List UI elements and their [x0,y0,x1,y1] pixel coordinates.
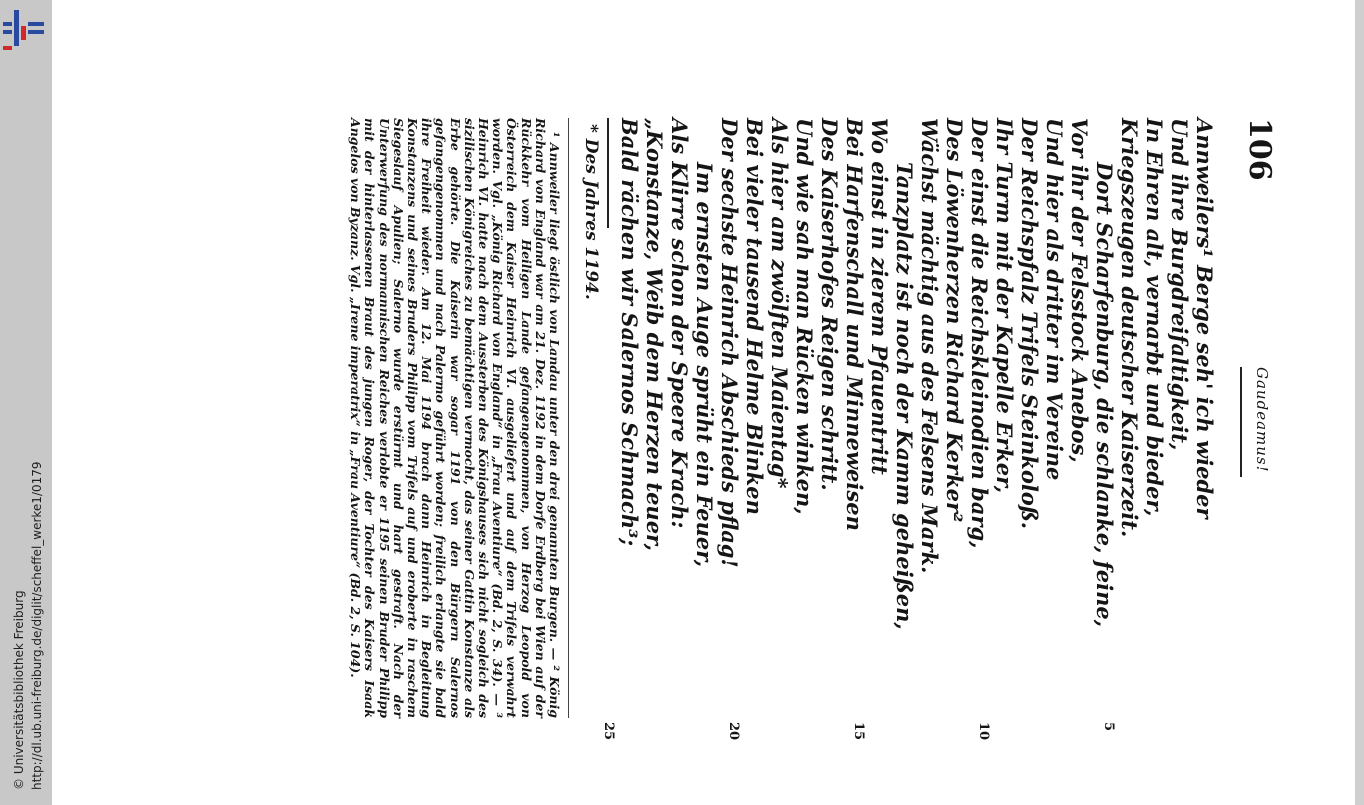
verse-line: Bei vieler tausend Helme Blinken [742,118,767,515]
footnotes [348,118,561,718]
verse-line: Der Reichspfalz Trifels Steinkoloß. [1017,118,1042,530]
university-logo-icon[interactable] [3,6,45,50]
page-edge [1355,0,1364,805]
verse-line: Als hier am zwölften Maientag* [767,118,792,489]
verse-line: Des Löwenherzen Richard Kerker² [942,118,967,523]
line-number: 5 [1101,722,1116,732]
verse-line: Vor ihr der Felsstock Anebos, [1067,118,1092,463]
verse-line: Annweilers¹ Berge seh' ich wieder [1192,118,1217,519]
star-footnote: * Des Jahres 1194. [581,124,601,300]
page-number: 106 [1242,118,1277,181]
scan-area [52,0,1355,805]
line-number: 20 [726,722,741,741]
running-head: Gaudeamus! [1253,367,1271,473]
viewer-sidebar [0,0,52,805]
verse-line: Tanzplatz ist noch der Kamm geheißen, [892,162,917,630]
verse-line: Als Klirre schon der Speere Krach: [667,118,692,529]
verse-line: In Ehren alt, vernarbt und bieder, [1142,118,1167,517]
verse-line: „Konstanze, Weib dem Herzen teuer, [642,118,667,551]
poem-text [617,118,1217,718]
verse-line: Kriegszeugen deutscher Kaiserzeit. [1117,118,1142,538]
line-number: 10 [976,722,991,741]
verse-line: Und wie sah man Rücken winken, [792,118,817,515]
verse-line: Bei Harfenschall und Minneweisen [842,118,867,531]
verse-line: Der sechste Heinrich Abschieds pflag! [717,118,742,568]
scanned-page [202,92,1277,741]
verse-line: Der einst die Reichskleinodien barg, [967,118,992,549]
verse-line: Und ihre Burgdreifaltigkeit, [1167,118,1192,451]
line-number: 15 [851,722,866,741]
verse-line: Wächst mächtig aus des Felsens Mark. [917,118,942,574]
footnote-divider [568,118,569,718]
document-url[interactable]: http://dl.ub.uni-freiburg.de/diglit/scheffel_werke1/0179 [30,461,44,790]
footnote-text: ¹ Annweiler liegt östlich von Landau unter den drei genannten Burgen. — ² König Richard von England war am 21. Dez. 1192 in dem Dorfe Erdberg bei Wien auf der Rückkehr vom Heiligen Lande gefangengenommen, von Herzog Leopold von Österreich dem Kaiser Heinrich VI. ausgeliefert und auf dem Trifels verwahrt worden. Vgl. „König Richard von England“ in „Frau Aventiure“ (Bd. 2, S. 34). — ³ Heinrich VI. hatte nach dem Aussterben des Königshauses sich nicht sogleich des sizilischen Königreiches zu bemächtigen vermocht, das seiner Gattin Konstanze als Erbe gehörte. Die Kaiserin war sogar 1191 von den Bürgern Salernos gefangengenommen und nach Palermo geführt worden; freilich erlangte sie bald ihre Freiheit wieder. Am 12. Mai 1194 brach dann Heinrich in Begleitung Konstanzens und seines Bruders Philipp vom Trifels auf und eroberte in raschem Siegeslauf Apulien; Salerno wurde erstürmt und hart gestraft. Nach der Unterwerfung des normannischen Reiches verlobte er 1195 seinen Bruder Philipp mit der hinterlassenen Braut des jungen Roger, der Tochter des Kaisers Isaak Angelos von Byzanz. Vgl. „Irene imperatrix“ in „Frau Aventiure“ (Bd. 2, S. 104). [348,118,562,718]
head-rule [1240,367,1242,477]
footnote-rule [607,118,609,228]
line-number: 25 [601,722,616,741]
copyright-notice: © Universitätsbibliothek Freiburg [12,590,26,790]
verse-line: Des Kaiserhofes Reigen schritt. [817,118,842,491]
verse-line: Wo einst in zierem Pfauentritt [867,118,892,475]
verse-line: Ihr Turm mit der Kapelle Erker, [992,118,1017,494]
verse-line: Dort Scharfenburg, die schlanke, feine, [1092,162,1117,628]
verse-line: Und hier als dritter im Vereine [1042,118,1067,481]
verse-line: Bald rächen wir Salernos Schmach³; [617,118,642,547]
verse-line: Im ernsten Auge sprüht ein Feuer, [692,162,717,568]
